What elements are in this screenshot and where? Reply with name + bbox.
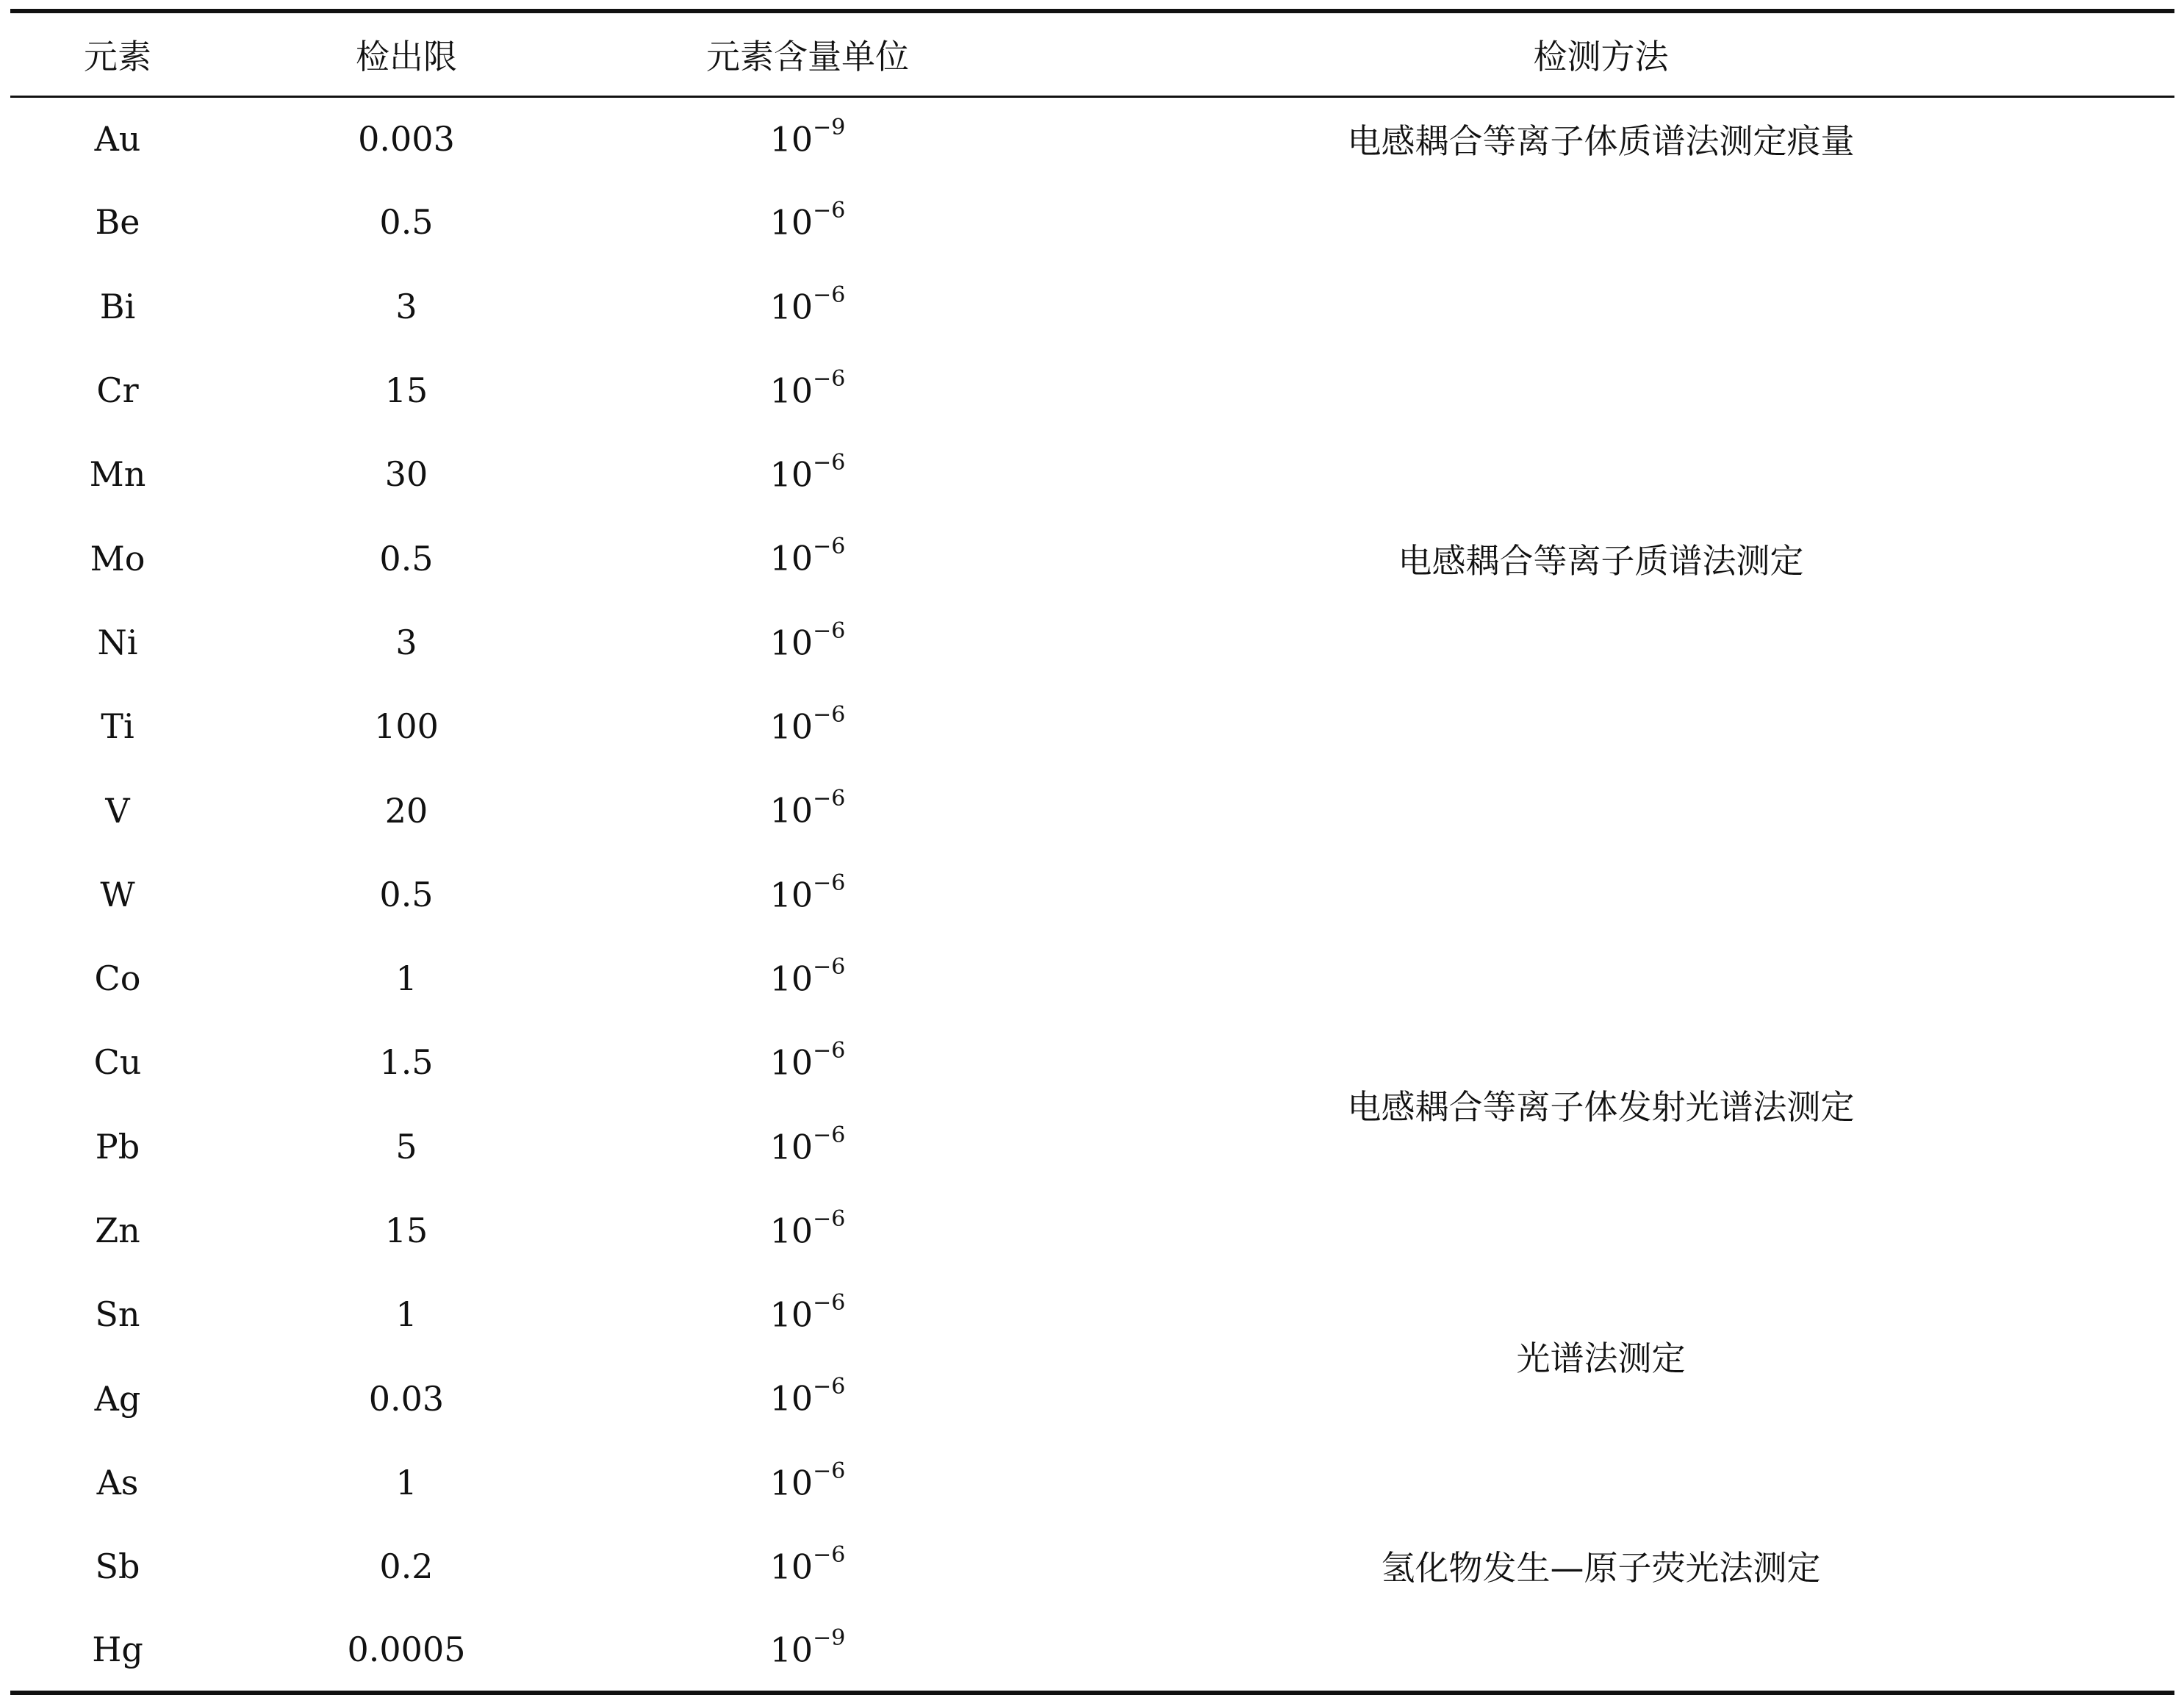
- test-method-cell: 电感耦合等离子质谱法测定: [1398, 540, 1804, 581]
- element-cell: Cr: [96, 370, 139, 411]
- header-detection-limit: 检出限: [356, 36, 457, 76]
- unit-base: 10: [769, 706, 813, 747]
- content-unit-cell: [588, 1272, 1027, 1356]
- element-cell: Be: [95, 202, 140, 243]
- header-element: 元素: [84, 36, 151, 76]
- detection-limit-cell: 0.2: [379, 1547, 434, 1587]
- detection-limit-table: [10, 9, 2174, 1695]
- unit-base: 10: [769, 1630, 813, 1670]
- element-cell: Sn: [95, 1294, 140, 1335]
- detection-limit-cell: 0.003: [358, 118, 455, 159]
- element-cell: Ti: [101, 706, 134, 747]
- unit-exponent: −6: [813, 617, 846, 644]
- content-unit-cell: [588, 768, 1027, 852]
- content-unit-cell: [588, 1189, 1027, 1272]
- element-cell: Au: [94, 118, 141, 159]
- unit-base: 10: [769, 1042, 813, 1083]
- element-cell: Ag: [94, 1378, 141, 1419]
- content-unit-cell: [588, 1356, 1027, 1440]
- table-row: [10, 936, 2174, 1020]
- table-row: [10, 1441, 2174, 1524]
- unit-exponent: −6: [813, 198, 846, 224]
- content-unit-cell: [588, 96, 1027, 180]
- detection-limit-cell: 20: [384, 790, 428, 831]
- unit-base: 10: [769, 1126, 813, 1167]
- unit-exponent: −6: [813, 450, 846, 476]
- unit-exponent: −6: [813, 786, 846, 812]
- content-unit-cell: [588, 432, 1027, 516]
- unit-base: 10: [769, 1378, 813, 1419]
- unit-base: 10: [769, 1547, 813, 1587]
- unit-exponent: −6: [813, 365, 846, 392]
- test-method-cell: 电感耦合等离子体发射光谱法测定: [1347, 1086, 1855, 1127]
- element-cell: Ni: [97, 622, 138, 662]
- unit-exponent: −6: [813, 1205, 846, 1232]
- detection-limit-cell: 15: [384, 370, 428, 411]
- unit-exponent: −6: [813, 870, 846, 896]
- unit-base: 10: [769, 119, 813, 160]
- unit-base: 10: [769, 538, 813, 578]
- detection-limit-cell: 0.0005: [347, 1629, 466, 1669]
- detection-limit-cell: 0.5: [379, 538, 434, 578]
- element-cell: Sb: [95, 1547, 140, 1587]
- unit-exponent: −6: [813, 282, 846, 308]
- unit-exponent: −6: [813, 1542, 846, 1569]
- header-test-method: 检测方法: [1533, 36, 1669, 76]
- detection-limit-cell: 0.5: [379, 874, 434, 914]
- test-method-cell: 光谱法测定: [1516, 1339, 1686, 1379]
- content-unit-cell: [588, 1441, 1027, 1524]
- detection-limit-cell: 3: [395, 286, 417, 326]
- content-unit-cell: [588, 348, 1027, 432]
- detection-limit-cell: 15: [384, 1211, 428, 1250]
- detection-limit-cell: 1: [395, 1462, 417, 1502]
- unit-base: 10: [769, 1294, 813, 1335]
- element-cell: Co: [94, 958, 141, 999]
- unit-exponent: −6: [813, 534, 846, 560]
- detection-limit-cell: 0.03: [368, 1378, 445, 1419]
- unit-base: 10: [769, 202, 813, 243]
- unit-exponent: −6: [813, 1038, 846, 1064]
- content-unit-cell: [588, 265, 1027, 348]
- detection-limit-cell: 1: [395, 1294, 417, 1335]
- table-row: [10, 180, 2174, 264]
- unit-base: 10: [769, 874, 813, 914]
- detection-limit-cell: 30: [384, 454, 428, 495]
- header-content-unit: 元素含量单位: [706, 36, 909, 76]
- content-unit-cell: [588, 684, 1027, 768]
- unit-exponent: −9: [813, 114, 846, 140]
- element-cell: Hg: [92, 1629, 143, 1669]
- unit-base: 10: [769, 1211, 813, 1251]
- header-row: [10, 11, 2174, 96]
- content-unit-cell: [588, 936, 1027, 1020]
- unit-base: 10: [769, 286, 813, 326]
- element-cell: Cu: [93, 1042, 142, 1083]
- element-cell: Mo: [90, 538, 146, 578]
- unit-exponent: −6: [813, 1458, 846, 1484]
- detection-limit-cell: 0.5: [379, 202, 434, 243]
- table-row: [10, 1272, 2174, 1356]
- test-method-cell: 电感耦合等离子体质谱法测定痕量: [1347, 121, 1855, 161]
- element-cell: W: [100, 874, 135, 914]
- test-method-cell: 氢化物发生—原子荧光法测定: [1381, 1547, 1821, 1588]
- unit-exponent: −6: [813, 953, 846, 980]
- detection-limit-cell: 1.5: [379, 1042, 434, 1083]
- content-unit-cell: [588, 1524, 1027, 1608]
- content-unit-cell: [588, 1020, 1027, 1104]
- element-cell: Zn: [95, 1211, 140, 1250]
- table-row: [10, 96, 2174, 180]
- unit-exponent: −6: [813, 1122, 846, 1148]
- unit-base: 10: [769, 1463, 813, 1503]
- content-unit-cell: [588, 1608, 1027, 1692]
- unit-exponent: −6: [813, 1290, 846, 1316]
- detection-limit-cell: 1: [395, 958, 417, 999]
- unit-exponent: −9: [813, 1624, 846, 1651]
- table-header: [10, 11, 2174, 96]
- element-cell: Pb: [95, 1126, 140, 1167]
- unit-base: 10: [769, 454, 813, 495]
- detection-limit-cell: 100: [374, 706, 439, 747]
- unit-exponent: −6: [813, 702, 846, 728]
- element-cell: Bi: [99, 286, 136, 326]
- content-unit-cell: [588, 1105, 1027, 1189]
- unit-base: 10: [769, 958, 813, 999]
- unit-base: 10: [769, 370, 813, 411]
- element-cell: V: [105, 790, 130, 831]
- content-unit-cell: [588, 853, 1027, 936]
- content-unit-cell: [588, 516, 1027, 600]
- unit-exponent: −6: [813, 1374, 846, 1400]
- content-unit-cell: [588, 601, 1027, 684]
- unit-base: 10: [769, 623, 813, 663]
- element-cell: Mn: [89, 454, 146, 495]
- detection-limit-cell: 3: [395, 622, 417, 662]
- table-body: [10, 96, 2174, 1693]
- detection-limit-cell: 5: [395, 1126, 417, 1167]
- element-cell: As: [96, 1462, 139, 1502]
- unit-base: 10: [769, 790, 813, 831]
- content-unit-cell: [588, 180, 1027, 264]
